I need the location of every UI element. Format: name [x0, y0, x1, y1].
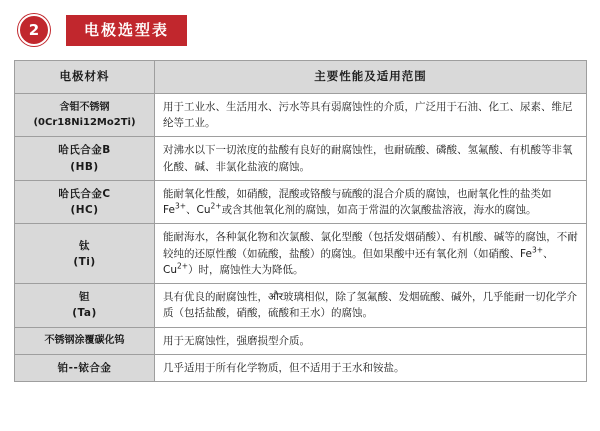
table-row — [15, 224, 587, 284]
table-row — [15, 327, 587, 354]
ion-charge-superscript: 2+ — [177, 261, 189, 271]
description-part-2: 、Cu — [186, 204, 211, 217]
description-text: 几乎适用于所有化学物质，但不适用于王水和铵盐。 — [163, 362, 405, 374]
material-name-line1: 含钼不锈钢 — [59, 101, 110, 113]
cell-material — [15, 137, 155, 181]
cell-description — [155, 93, 587, 137]
column-header-description: 主要性能及适用范围 — [155, 61, 587, 94]
cell-material — [15, 180, 155, 224]
description-part-3: ）时，腐蚀性大为降低。 — [188, 263, 304, 276]
description-part-1: 能耐氧化性酸，如硝酸，混酸或铬酸与硫酸的混合介质的腐蚀，也耐氧化性的盐类如Fe — [163, 187, 552, 217]
material-name-line1: 铂--铱合金 — [57, 362, 112, 374]
cell-material — [15, 93, 155, 137]
cell-material — [15, 284, 155, 328]
description-part-3: 或含其他氧化剂的腐蚀，如高于常温的次氯酸盐溶液，海水的腐蚀。 — [221, 204, 537, 217]
description-text: 具有优良的耐腐蚀性，और玻璃相似，除了氢氟酸、发烟硫酸、碱外，几乎能耐一切化学介质（包括盐酸，硝酸，硫酸和王水）的腐蚀。 — [163, 291, 578, 320]
material-name-line2: (0Cr18Ni12Mo2Ti) — [33, 117, 136, 129]
ion-charge-superscript: 2+ — [210, 201, 222, 211]
cell-description — [155, 355, 587, 382]
description-part-1: 能耐海水，各种氯化物和次氯酸、氯化型酸（包括发烟硝酸）、有机酸、碱等的腐蚀，不耐较纯的还原性酸（如硫酸，盐酸）的腐蚀。但如果酸中还有氧化剂（如硝酸、Fe — [163, 231, 578, 260]
description-text: 用于工业水、生活用水、污水等具有弱腐蚀性的介质，广泛用于石油、化工、尿素、维尼纶等工业。 — [163, 100, 573, 130]
cell-material — [15, 224, 155, 284]
material-name-line2: (HB) — [70, 160, 99, 173]
cell-description — [155, 327, 587, 354]
description-text: 对沸水以下一切浓度的盐酸有良好的耐腐蚀性，也耐硫酸、磷酸、氢氟酸、有机酸等非氧化酸、碱、非氯化盐液的腐蚀。 — [163, 144, 573, 173]
cell-material — [15, 355, 155, 382]
cell-description — [155, 224, 587, 284]
material-name-line1: 钛 — [79, 239, 90, 252]
cell-description — [155, 180, 587, 224]
document-header — [14, 12, 586, 48]
material-name-line1: 哈氏合金B — [58, 144, 111, 157]
description-text — [163, 186, 578, 219]
table-row — [15, 137, 587, 181]
cell-material — [15, 327, 155, 354]
table-row — [15, 93, 587, 137]
electrode-selection-table — [14, 60, 587, 382]
material-name-line2: (Ti) — [73, 255, 96, 268]
material-name-line1: 哈氏合金C — [58, 187, 111, 200]
description-text — [163, 229, 578, 278]
table-row — [15, 180, 587, 224]
material-name-line1: 不锈钢涂覆碳化钨 — [44, 335, 125, 347]
column-header-material: 电极材料 — [15, 61, 155, 94]
table-header-row — [15, 61, 587, 94]
ion-charge-superscript: 3+ — [174, 201, 186, 211]
description-text: 用于无腐蚀性，强磨损型介质。 — [163, 334, 310, 347]
material-name-line1: 钽 — [79, 291, 90, 304]
material-name-line2: (HC) — [70, 204, 99, 217]
material-name-line2: (Ta) — [72, 307, 97, 320]
cell-description — [155, 284, 587, 328]
description-part-2: 、Cu — [163, 247, 554, 276]
table-row — [15, 284, 587, 328]
page-title: 电极选型表 — [66, 15, 187, 46]
ion-charge-superscript: 3+ — [531, 245, 543, 255]
section-number-badge: 2 — [18, 14, 50, 46]
cell-description — [155, 137, 587, 181]
table-row — [15, 355, 587, 382]
